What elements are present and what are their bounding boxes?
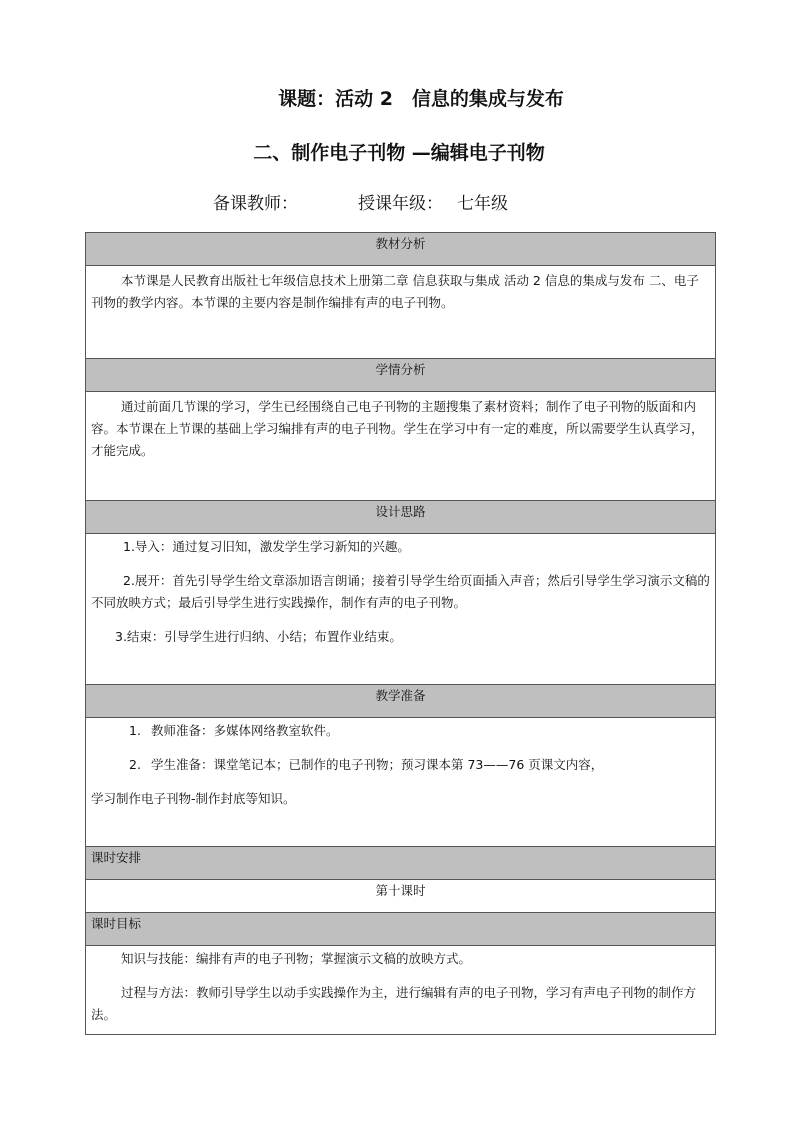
lesson-plan-table bbox=[85, 232, 716, 1035]
prep-item-2-text: 学生准备：课堂笔记本；已制作的电子刊物；预习课本第 73——76 页课文内容， bbox=[151, 757, 604, 772]
prep-continuation: 学习制作电子刊物-制作封底等知识。 bbox=[91, 791, 296, 806]
schedule-heading: 课时安排 bbox=[86, 847, 716, 880]
prep-cell bbox=[86, 718, 716, 847]
prep-item-1-text: 教师准备：多媒体网络教室软件。 bbox=[151, 723, 339, 738]
prep-item-2-number: 2. bbox=[129, 757, 141, 772]
material-cell bbox=[86, 266, 716, 359]
material-heading: 教材分析 bbox=[86, 233, 716, 266]
student-cell bbox=[86, 392, 716, 501]
prep-item-1 bbox=[91, 720, 710, 742]
goals-heading: 课时目标 bbox=[86, 913, 716, 946]
goals-item-1: 知识与技能：编排有声的电子刊物；掌握演示文稿的放映方式。 bbox=[121, 951, 472, 966]
prep-heading: 教学准备 bbox=[86, 685, 716, 718]
prep-item-2 bbox=[91, 754, 710, 776]
student-text: 通过前面几节课的学习，学生已经围绕自己电子刊物的主题搜集了素材资料；制作了电子刊物的版面和内容。本节课在上节课的基础上学习编排有声的电子刊物。学生在学习中有一定的难度，所以需要学生认真学习，才能完成。 bbox=[91, 399, 704, 458]
design-item-1: 1.导入：通过复习旧知，激发学生学习新知的兴趣。 bbox=[123, 539, 410, 554]
design-cell bbox=[86, 534, 716, 685]
page-subtitle: 二、制作电子刊物 —编辑电子刊物 bbox=[253, 142, 545, 164]
lesson-meta bbox=[213, 189, 508, 214]
schedule-value: 第十课时 bbox=[86, 880, 716, 913]
page-title: 课题：活动 2 信息的集成与发布 bbox=[278, 88, 564, 110]
prep-item-1-number: 1. bbox=[129, 723, 141, 738]
goals-cell bbox=[86, 946, 716, 1035]
grade-label: 授课年级： bbox=[358, 194, 443, 214]
student-heading: 学情分析 bbox=[86, 359, 716, 392]
grade-value: 七年级 bbox=[457, 194, 508, 214]
material-text: 本节课是人民教育出版社七年级信息技术上册第二章 信息获取与集成 活动 2 信息的集成与发布 二、电子刊物的教学内容。本节课的主要内容是制作编排有声的电子刊物。 bbox=[91, 273, 699, 310]
goals-item-2: 过程与方法：教师引导学生以动手实践操作为主，进行编辑有声的电子刊物，学习有声电子刊物的制作方法。 bbox=[91, 985, 697, 1022]
design-item-2: 2.展开：首先引导学生给文章添加语言朗诵；接着引导学生给页面插入声音；然后引导学生学习演示文稿的不同放映方式；最后引导学生进行实践操作，制作有声的电子刊物。 bbox=[91, 573, 710, 610]
design-heading: 设计思路 bbox=[86, 501, 716, 534]
teacher-label: 备课教师： bbox=[213, 194, 298, 214]
design-item-3: 3.结束：引导学生进行归纳、小结；布置作业结束。 bbox=[115, 629, 402, 644]
